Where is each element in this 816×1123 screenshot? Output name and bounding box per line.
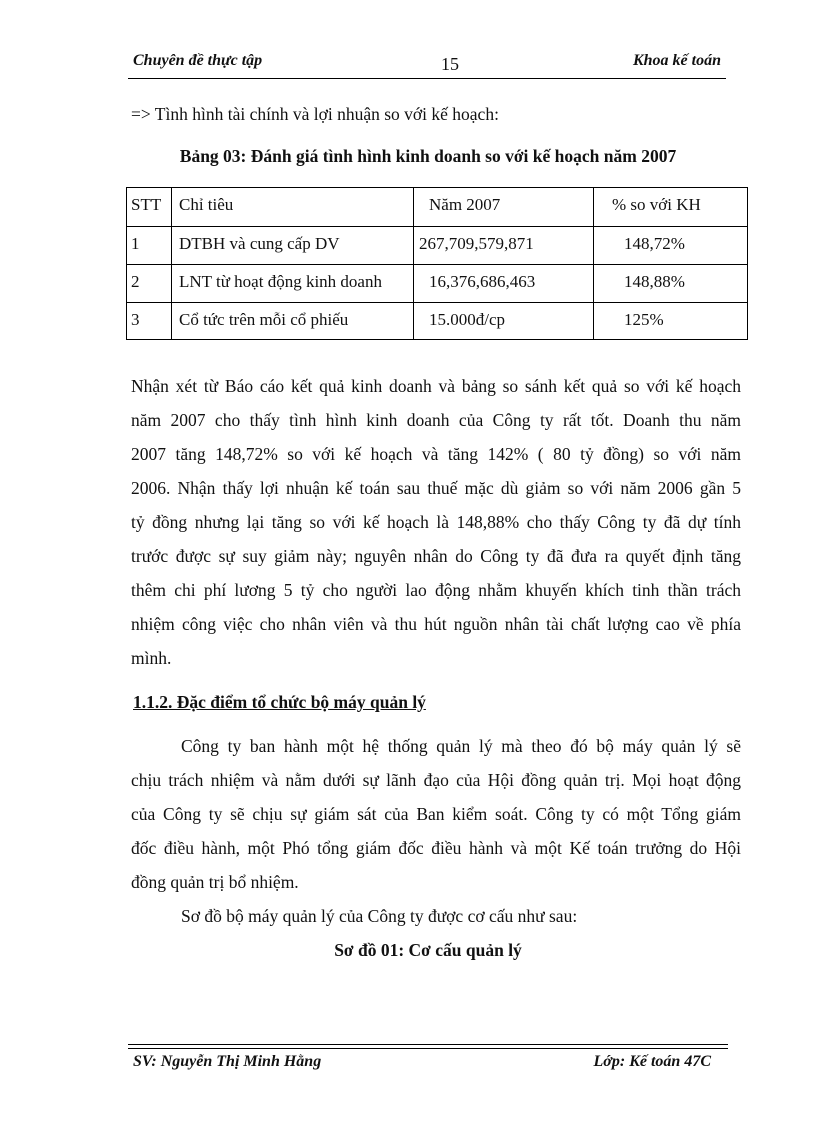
intro-line: => Tình hình tài chính và lợi nhuận so với kế hoạch: xyxy=(131,104,499,124)
table-header-cell: Chỉ tiêu xyxy=(179,195,234,214)
table-header-cell: STT xyxy=(131,195,162,214)
table-row xyxy=(127,226,747,265)
table-column-divider xyxy=(413,188,414,339)
paragraph-line: nhiệm công việc cho nhân viên và thu hút nguồn nhân tài chất lượng cao về phía xyxy=(131,614,741,634)
table-title: Bảng 03: Đánh giá tình hình kinh doanh so với kế hoạch năm 2007 xyxy=(179,146,677,166)
paragraph-line: Công ty ban hành một hệ thống quản lý mà theo đó bộ máy quản lý sẽ xyxy=(181,736,741,756)
footer-student: SV: Nguyễn Thị Minh Hằng xyxy=(133,1053,322,1070)
paragraph-line: mình. xyxy=(131,648,172,668)
header-department: Khoa kế toán xyxy=(632,52,721,69)
paragraph-line: của Công ty sẽ chịu sự giám sát của Ban kiểm soát. Công ty có một Tổng giám xyxy=(131,804,741,824)
table-column-divider xyxy=(593,188,594,339)
diagram-caption: Sơ đồ 01: Cơ cấu quản lý xyxy=(334,940,522,960)
table-cell: LNT từ hoạt động kinh doanh xyxy=(179,272,382,291)
footer-rule xyxy=(128,1048,728,1049)
evaluation-table xyxy=(126,187,748,340)
page-number: 15 xyxy=(441,54,459,74)
table-header-row xyxy=(127,188,747,226)
section-heading: 1.1.2. Đặc điểm tổ chức bộ máy quản lý xyxy=(133,692,426,712)
table-cell: 125% xyxy=(624,310,664,329)
footer-rule xyxy=(128,1044,728,1045)
page-header xyxy=(133,52,721,78)
footer-class: Lớp: Kế toán 47C xyxy=(593,1053,711,1070)
paragraph-line: đốc điều hành, một Phó tổng giám đốc điều hành và một Kế toán trưởng do Hội xyxy=(131,838,741,858)
paragraph-line: 2006. Nhận thấy lợi nhuận kế toán sau thuế mặc dù giảm so với năm 2006 gần 5 xyxy=(131,478,741,498)
table-cell: 16,376,686,463 xyxy=(429,272,536,291)
table-cell: 3 xyxy=(131,310,140,329)
table-row xyxy=(127,264,747,303)
table-cell: 148,72% xyxy=(624,234,685,253)
table-cell: 2 xyxy=(131,272,140,291)
table-row xyxy=(127,302,747,341)
paragraph-line: trước được sự suy giảm này; nguyên nhân do Công ty đã đưa ra quyết định tăng xyxy=(131,546,741,566)
paragraph-line: năm 2007 cho thấy tình hình kinh doanh của Công ty rất tốt. Doanh thu năm xyxy=(131,410,741,430)
paragraph-line: tỷ đồng nhưng lại tăng so với kế hoạch là 148,88% cho thấy Công ty đã dự tính xyxy=(131,512,741,532)
table-header-cell: % so với KH xyxy=(612,195,701,214)
diagram-intro: Sơ đồ bộ máy quản lý của Công ty được cơ cấu như sau: xyxy=(181,906,578,926)
table-cell: 15.000đ/cp xyxy=(429,310,506,329)
paragraph-line: chịu trách nhiệm và nằm dưới sự lãnh đạo của Hội đồng quản trị. Mọi hoạt động xyxy=(131,770,741,790)
table-cell: Cổ tức trên mỗi cổ phiếu xyxy=(179,310,349,329)
paragraph-line: 2007 tăng 148,72% so với kế hoạch và tăng 142% ( 80 tỷ đồng) so với năm xyxy=(131,444,741,464)
header-rule xyxy=(128,78,726,79)
table-column-divider xyxy=(171,188,172,339)
paragraph-line: Nhận xét từ Báo cáo kết quả kinh doanh và bảng so sánh kết quả so với kế hoạch xyxy=(131,376,741,396)
paragraph-line: đồng quản trị bổ nhiệm. xyxy=(131,872,299,892)
header-title: Chuyên đề thực tập xyxy=(133,52,263,69)
table-header-cell: Năm 2007 xyxy=(429,195,501,214)
paragraph-line: thêm chi phí lương 5 tỷ cho người lao động nhằm khuyến khích tinh thần trách xyxy=(131,580,741,600)
table-cell: 267,709,579,871 xyxy=(419,234,534,253)
table-cell: 1 xyxy=(131,234,140,253)
table-cell: 148,88% xyxy=(624,272,685,291)
table-cell: DTBH và cung cấp DV xyxy=(179,234,340,253)
